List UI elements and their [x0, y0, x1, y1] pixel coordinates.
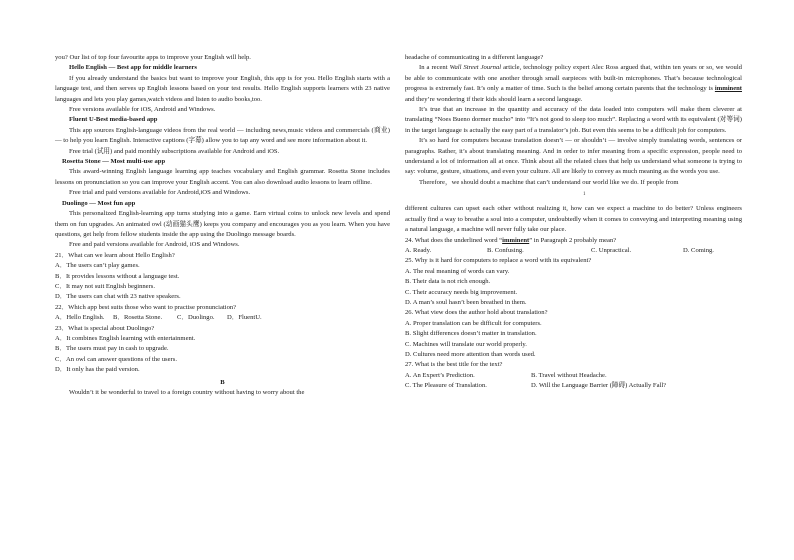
option-c: C. The Pleasure of Translation.: [405, 382, 487, 390]
question-stem: 22．Which app best suits those who want to practise pronunciation?: [55, 303, 237, 311]
paragraph-text: In a recent: [419, 64, 450, 72]
option-d: D. Cultures need more attention than words used.: [405, 350, 536, 358]
question-27: [405, 360, 742, 391]
option-d: D. Will the Language Barrier (障碍) Actually Fall?: [531, 382, 667, 390]
left-column: [55, 53, 390, 398]
page-number: 1: [583, 192, 586, 198]
app-body-duolingo: This personalized English-learning app turns studying into a game. Earn virtual coins to unlock new levels and spend them on fun upgrades. An animated owl (动画猫头鹰) keeps you company and encourages you as you learn. When you have questions, get help from fellow students inside the app using the Duolingo message boards.: [55, 210, 390, 238]
app-title-rosetta: Rosetta Stone — Most multi-use app: [62, 158, 166, 166]
journal-name: Wall Street Journal: [449, 64, 502, 72]
page-break: [405, 188, 742, 204]
question-25: [405, 256, 742, 308]
app-title-hello-english: Hello English — Best app for middle learners: [69, 64, 197, 72]
option-b: B. Travel without Headache.: [531, 371, 607, 379]
option-a: A. Ready.: [405, 246, 432, 254]
question-24: [405, 236, 742, 257]
option-b: B．Rosetta Stone.: [113, 314, 163, 322]
options-row: [405, 381, 742, 391]
option-a: A. Proper translation can be difficult for computers.: [405, 319, 542, 327]
option-c: C. Unpractical.: [591, 246, 632, 254]
question-21: [55, 251, 390, 303]
option-c: C．Duolingo.: [177, 314, 215, 322]
option-d: D．The users can chat with 23 native speakers.: [55, 293, 181, 301]
option-b: B．The users must pay in cash to upgrade.: [55, 345, 169, 353]
passage-b-first-line: Wouldn’t it be wonderful to travel to a foreign country without having to worry about the: [69, 389, 305, 396]
question-stem: 25. Why is it hard for computers to replace a word with its equivalent?: [405, 257, 592, 265]
options-row: [405, 371, 742, 381]
option-c: C. Their accuracy needs big improvement.: [405, 288, 518, 296]
option-d: D．FluentU.: [227, 314, 262, 322]
question-22: [55, 303, 390, 324]
app-body-fluentu: This app sources English-language videos from the real world — including news,music videos and commercials (商业) — to help you learn English. Interactive captions (字幕) allow you to tap any word and see more information about it.: [55, 126, 390, 145]
passage-paragraph-5-end: different cultures can upset each other without realizing it, how can we expect a machine to do better? Unless engineers actually find a way to breathe a soul into a computer, undoubtedly when it comes to conveying and interpreting meaning using a natural language, a machine will never fully take our place.: [405, 205, 742, 234]
option-d: D．It only has the paid version.: [55, 366, 140, 374]
app-note-rosetta: Free trial and paid versions available for Android,iOS and Windows.: [69, 189, 251, 197]
options-row: [405, 246, 742, 256]
question-26: [405, 308, 742, 360]
app-title-fluentu: Fluent U-Best media-based app: [69, 116, 158, 124]
passage-paragraph-5-start: Therefore，we should doubt a machine that can’t understand our world like we do. If people from: [419, 178, 679, 186]
option-a: A. The real meaning of words can vary.: [405, 267, 510, 275]
option-a: A．The users can’t play games.: [55, 262, 140, 270]
stem-text: ” in Paragraph 2 probably mean?: [529, 236, 617, 244]
question-stem: 21．What can we learn about Hello English?: [55, 251, 175, 259]
passage-b-continued: headache of communicating in a different language?: [405, 54, 544, 61]
passage-paragraph-4: It’s so hard for computers because translation doesn’t — or shouldn’t — involve simply translating words, sentences or paragraphs. Rather, it’s about translating meaning. And in order to infer meaning from a specific expression, people need to understand a lot of information all at once. Think about all the related clues that help us understand what someone is trying to say: volume, gesture, situations, and even your culture. All are likely to convey as much meaning as the words you use.: [405, 137, 742, 176]
passage-paragraph-3: It’s true that an increase in the quantity and accuracy of the data loaded into computers will make them cleverer at translating “Noes Bueno dormer mucho” into “It’s not good to sleep too much”. Replacing a word with its equivalent (对等词) in the target language is actually the easy part of a translator’s job. But even this seems to be a difficult job for computers.: [405, 106, 742, 134]
option-d: D. A man’s soul hasn’t been breathed in them.: [405, 298, 527, 306]
underlined-word: imminent: [714, 85, 742, 93]
question-stem: 27. What is the best title for the text?: [405, 361, 503, 369]
option-d: D. Coming.: [683, 246, 714, 254]
options-row: [55, 313, 390, 323]
question-stem: [405, 236, 742, 246]
option-b: B．It provides lessons without a language test.: [55, 272, 180, 280]
paragraph-text: and they’re wondering if their kids should learn a second language.: [405, 95, 583, 103]
app-body-hello-english: If you already understand the basics but want to improve your English, this app is for you. Hello English starts with a language test, and then serves up English lessons based on your test results. Hello English supports learners with 23 native languages and lets you play games,watch videos and listen to audio books,too.: [55, 74, 390, 103]
intro-line: you? Our list of top four favourite apps to improve your English will help.: [55, 54, 251, 61]
option-a: A. An Expert’s Prediction.: [405, 371, 475, 379]
option-b: B. Confusing.: [487, 246, 524, 254]
question-23: [55, 324, 390, 376]
passage-paragraph-2: [405, 63, 742, 105]
section-b-heading: B: [220, 378, 225, 386]
app-note-duolingo: Free and paid versions available for Android, iOS and Windows.: [69, 241, 240, 249]
option-b: B. Their data is not rich enough.: [405, 278, 491, 286]
option-a: A．It combines English learning with entertainment.: [55, 334, 196, 342]
question-stem: 23．What is special about Duolingo?: [55, 324, 155, 332]
right-column: [405, 53, 742, 392]
question-stem: 26. What view does the author hold about translation?: [405, 309, 548, 317]
underlined-word: imminent: [502, 236, 530, 244]
option-b: B. Slight differences doesn’t matter in translation.: [405, 330, 537, 338]
paragraph-text: article, technology policy expert Alec Ross argued that, within ten years or so, we would be able to communicate with one another through small earpieces with built-in microphones. That’s because technological progress is extremely fast. It’s only a matter of time. Such is the belief among certain parents that the technology is: [405, 64, 742, 93]
option-c: C．An owl can answer questions of the users.: [55, 355, 177, 363]
option-c: C．It may not suit English beginners.: [55, 282, 155, 290]
option-a: A．Hello English.: [55, 314, 105, 322]
app-note-fluentu: Free trial (试用) and paid monthly subscriptions available for Android and iOS.: [69, 147, 280, 155]
app-body-rosetta: This award-winning English language learning app teaches vocabulary and English grammar. Rosetta Stone includes lessons on pronunciation so you can improve your English accent. You can also download audio lessons to learn offline.: [55, 168, 390, 186]
option-c: C. Machines will translate our world properly.: [405, 340, 527, 348]
app-title-duolingo: Duolingo — Most fun app: [62, 199, 136, 207]
app-note-hello-english: Free versions available for iOS, Android and Windows.: [69, 106, 216, 114]
stem-text: 24. What does the underlined word “: [405, 236, 503, 244]
